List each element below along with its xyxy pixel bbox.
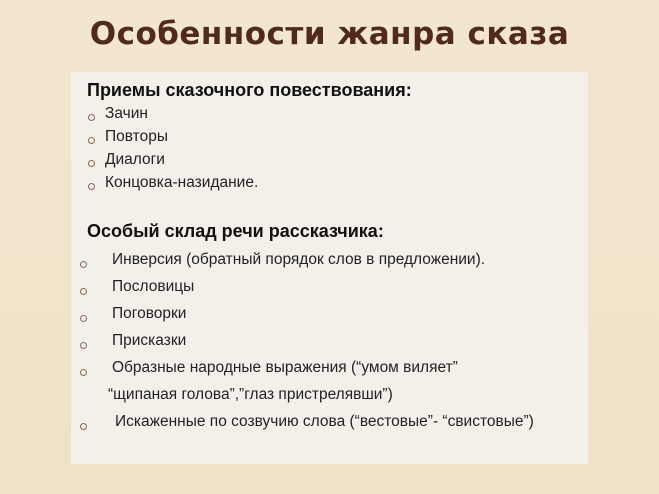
list-item: Образные народные выражения (“умом виляет” xyxy=(112,359,458,376)
list-item-continuation: “щипаная голова”,”глаз пристрелявши”) xyxy=(108,386,393,403)
bullet-icon xyxy=(80,288,87,295)
list-item: Присказки xyxy=(112,332,187,349)
list-item: Пословицы xyxy=(112,278,195,295)
section-heading-narrator-speech: Особый склад речи рассказчика: xyxy=(87,221,384,241)
bullet-icon xyxy=(80,369,87,376)
list-item: Диалоги xyxy=(105,151,165,168)
list-item: Повторы xyxy=(105,128,168,145)
bullet-icon xyxy=(88,183,95,190)
bullet-icon xyxy=(80,423,87,430)
list-item: Инверсия (обратный порядок слов в предложении). xyxy=(112,251,486,268)
bullet-icon xyxy=(88,160,95,167)
list-item: Поговорки xyxy=(112,305,187,322)
bullet-icon xyxy=(88,137,95,144)
list-item: Зачин xyxy=(105,105,148,122)
list-item: Искаженные по созвучию слова (“вестовые”- “свистовые”) xyxy=(115,413,534,430)
bullet-icon xyxy=(80,315,87,322)
content-panel xyxy=(71,72,588,464)
list-item: Концовка-назидание. xyxy=(105,174,259,191)
slide-title: Особенности жанра сказа xyxy=(89,16,570,52)
bullet-icon xyxy=(88,114,95,121)
bullet-icon xyxy=(80,342,87,349)
bullet-icon xyxy=(80,261,87,268)
section-heading-narration-techniques: Приемы сказочного повествования: xyxy=(87,80,412,100)
